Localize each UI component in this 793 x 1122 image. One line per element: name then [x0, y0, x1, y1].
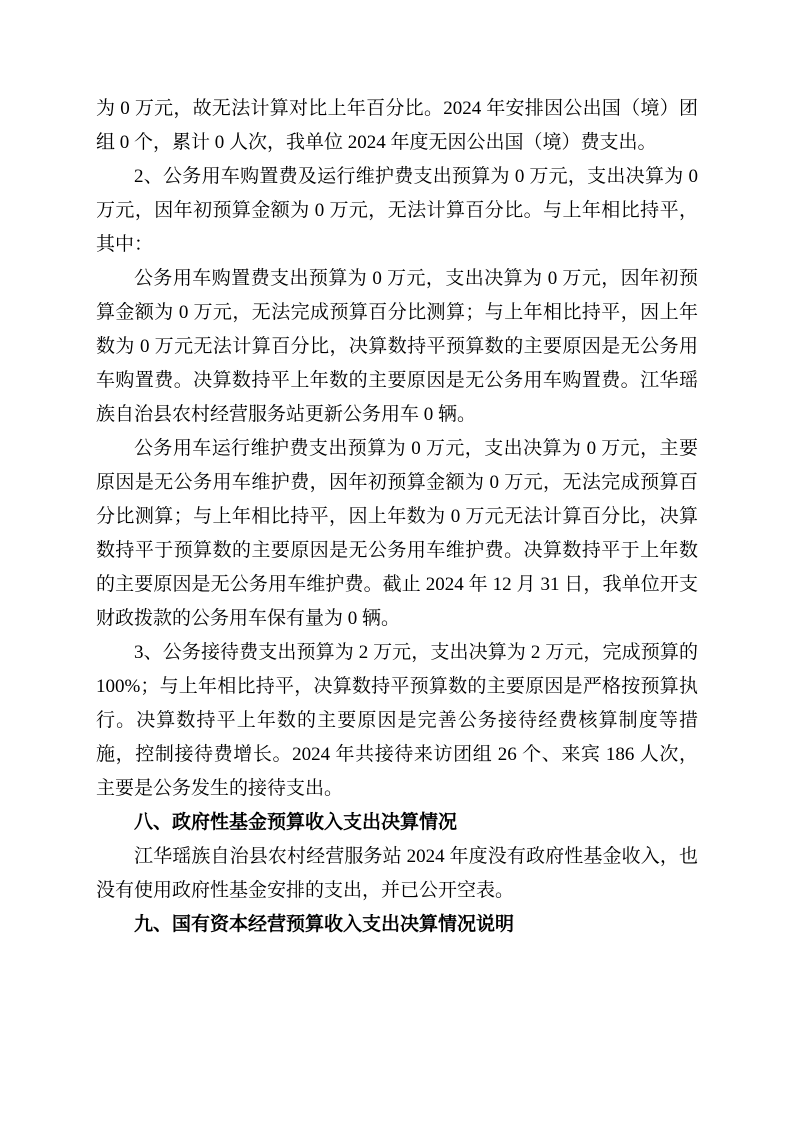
- paragraph-government-fund-statement: 江华瑶族自治县农村经营服务站 2024 年度没有政府性基金收入，也没有使用政府性基金安排的支出，并已公开空表。: [96, 846, 698, 901]
- paragraph-vehicle-purchase-detail: 公务用车购置费支出预算为 0 万元，支出决算为 0 万元，因年初预算金额为 0 万元，无法完成预算百分比测算；与上年相比持平，因上年数为 0 万元无法计算百分比，决算数持平预算数的主要原因是无公务用车购置费。决算数持平上年数的主要原因是无公务用车购置费。江华瑶族自治县农村经营服务站更新公务用车 0 辆。: [96, 268, 698, 425]
- paragraph-overflow-foreign-trips: 为 0 万元，故无法计算对比上年百分比。2024 年安排因公出国（境）团组 0 个，累计 0 人次，我单位 2024 年度无因公出国（境）费支出。: [96, 98, 698, 153]
- section-heading-state-capital-budget: 九、国有资本经营预算收入支出决算情况说明: [134, 914, 515, 935]
- paragraph-vehicle-maintenance-detail: 公务用车运行维护费支出预算为 0 万元，支出决算为 0 万元，主要原因是无公务用车维护费，因年初预算金额为 0 万元，无法完成预算百分比测算；与上年相比持平，因上年数为 0 万元无法计算百分比，决算数持平于预算数的主要原因是无公务用车维护费。决算数持平于上年数的主要原因是无公务用车维护费。截止 2024 年 12 月 31 日，我单位开支财政拨款的公务用车保有量为 0 辆。: [96, 438, 698, 629]
- paragraph-vehicle-purchase-maintenance-summary: 2、公务用车购置费及运行维护费支出预算为 0 万元，支出决算为 0 万元，因年初预算金额为 0 万元，无法计算百分比。与上年相比持平，其中：: [96, 166, 698, 255]
- paragraph-official-reception-expense: 3、公务接待费支出预算为 2 万元，支出决算为 2 万元，完成预算的 100%；与上年相比持平，决算数持平预算数的主要原因是严格按预算执行。决算数持平上年数的主要原因是完善公务接待经费核算制度等措施，控制接待费增长。2024 年共接待来访团组 26 个、来宾 186 人次，主要是公务发生的接待支出。: [96, 642, 698, 799]
- section-heading-government-fund-budget: 八、政府性基金预算收入支出决算情况: [134, 812, 458, 833]
- document-content: [96, 92, 698, 942]
